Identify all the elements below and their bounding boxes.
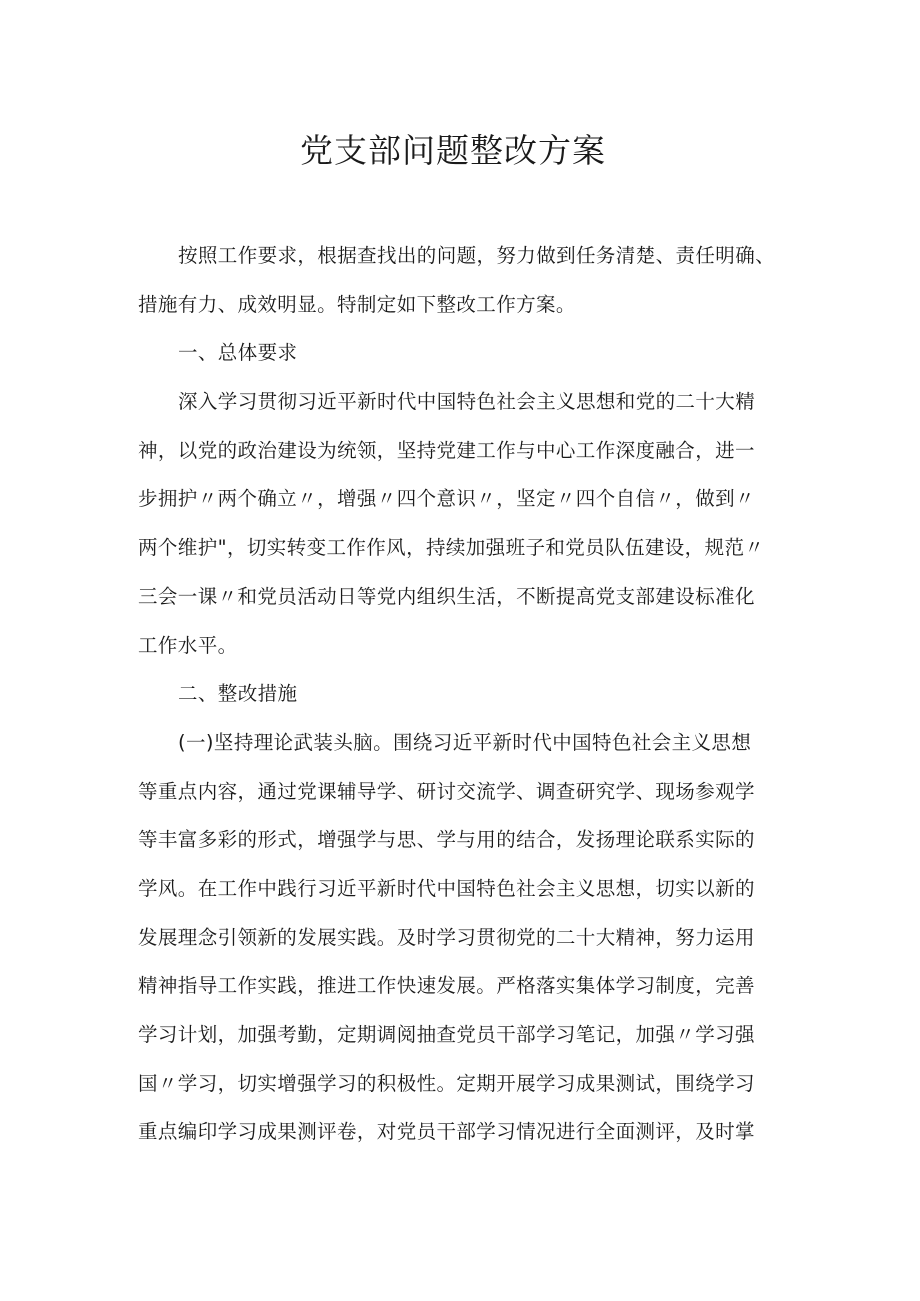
paragraph-line: 步拥护〃两个确立〃，增强〃四个意识〃，坚定〃四个自信〃，做到〃: [138, 487, 755, 511]
paragraph-line: 等重点内容，通过党课辅导学、研讨交流学、调查研究学、现场参观学: [138, 779, 755, 803]
document-title: 党支部问题整改方案: [300, 131, 606, 170]
section-heading: 一、总体要求: [178, 341, 298, 365]
section-heading: 二、整改措施: [178, 682, 298, 706]
paragraph-line: 精神指导工作实践，推进工作快速发展。严格落实集体学习制度，完善: [138, 974, 755, 998]
paragraph-line: 学习计划，加强考勤，定期调阅抽查党员干部学习笔记，加强〃学习强: [138, 1023, 755, 1046]
paragraph-line: 工作水平。: [138, 633, 238, 657]
paragraph-line: 学风。在工作中践行习近平新时代中国特色社会主义思想，切实以新的: [138, 876, 755, 900]
paragraph-line: 发展理念引领新的发展实践。及时学习贯彻党的二十大精神，努力运用: [138, 925, 755, 949]
paragraph-line: 国〃学习，切实增强学习的积极性。定期开展学习成果测试，围绕学习: [138, 1071, 755, 1095]
paragraph-line: 两个维护"，切实转变工作作风，持续加强班子和党员队伍建设，规范〃: [138, 536, 765, 560]
paragraph-line: 深入学习贯彻习近平新时代中国特色社会主义思想和党的二十大精: [178, 390, 756, 414]
paragraph-line: 措施有力、成效明显。特制定如下整改工作方案。: [138, 292, 576, 316]
paragraph-line: 按照工作要求，根据查找出的问题，努力做到任务清楚、责任明确、: [178, 244, 776, 267]
paragraph-line: (一)坚持理论武装头脑。围绕习近平新时代中国特色社会主义思想: [178, 730, 752, 754]
paragraph-line: 重点编印学习成果测评卷，对党员干部学习情况进行全面测评，及时掌: [138, 1120, 755, 1144]
paragraph-line: 三会一课〃和党员活动日等党内组织生活，不断提高党支部建设标准化: [138, 584, 755, 608]
paragraph-line: 神，以党的政治建设为统领，坚持党建工作与中心工作深度融合，进一: [138, 438, 755, 462]
paragraph-line: 等丰富多彩的形式，增强学与思、学与用的结合，发扬理论联系实际的: [138, 828, 755, 852]
document-body: [138, 232, 778, 1157]
